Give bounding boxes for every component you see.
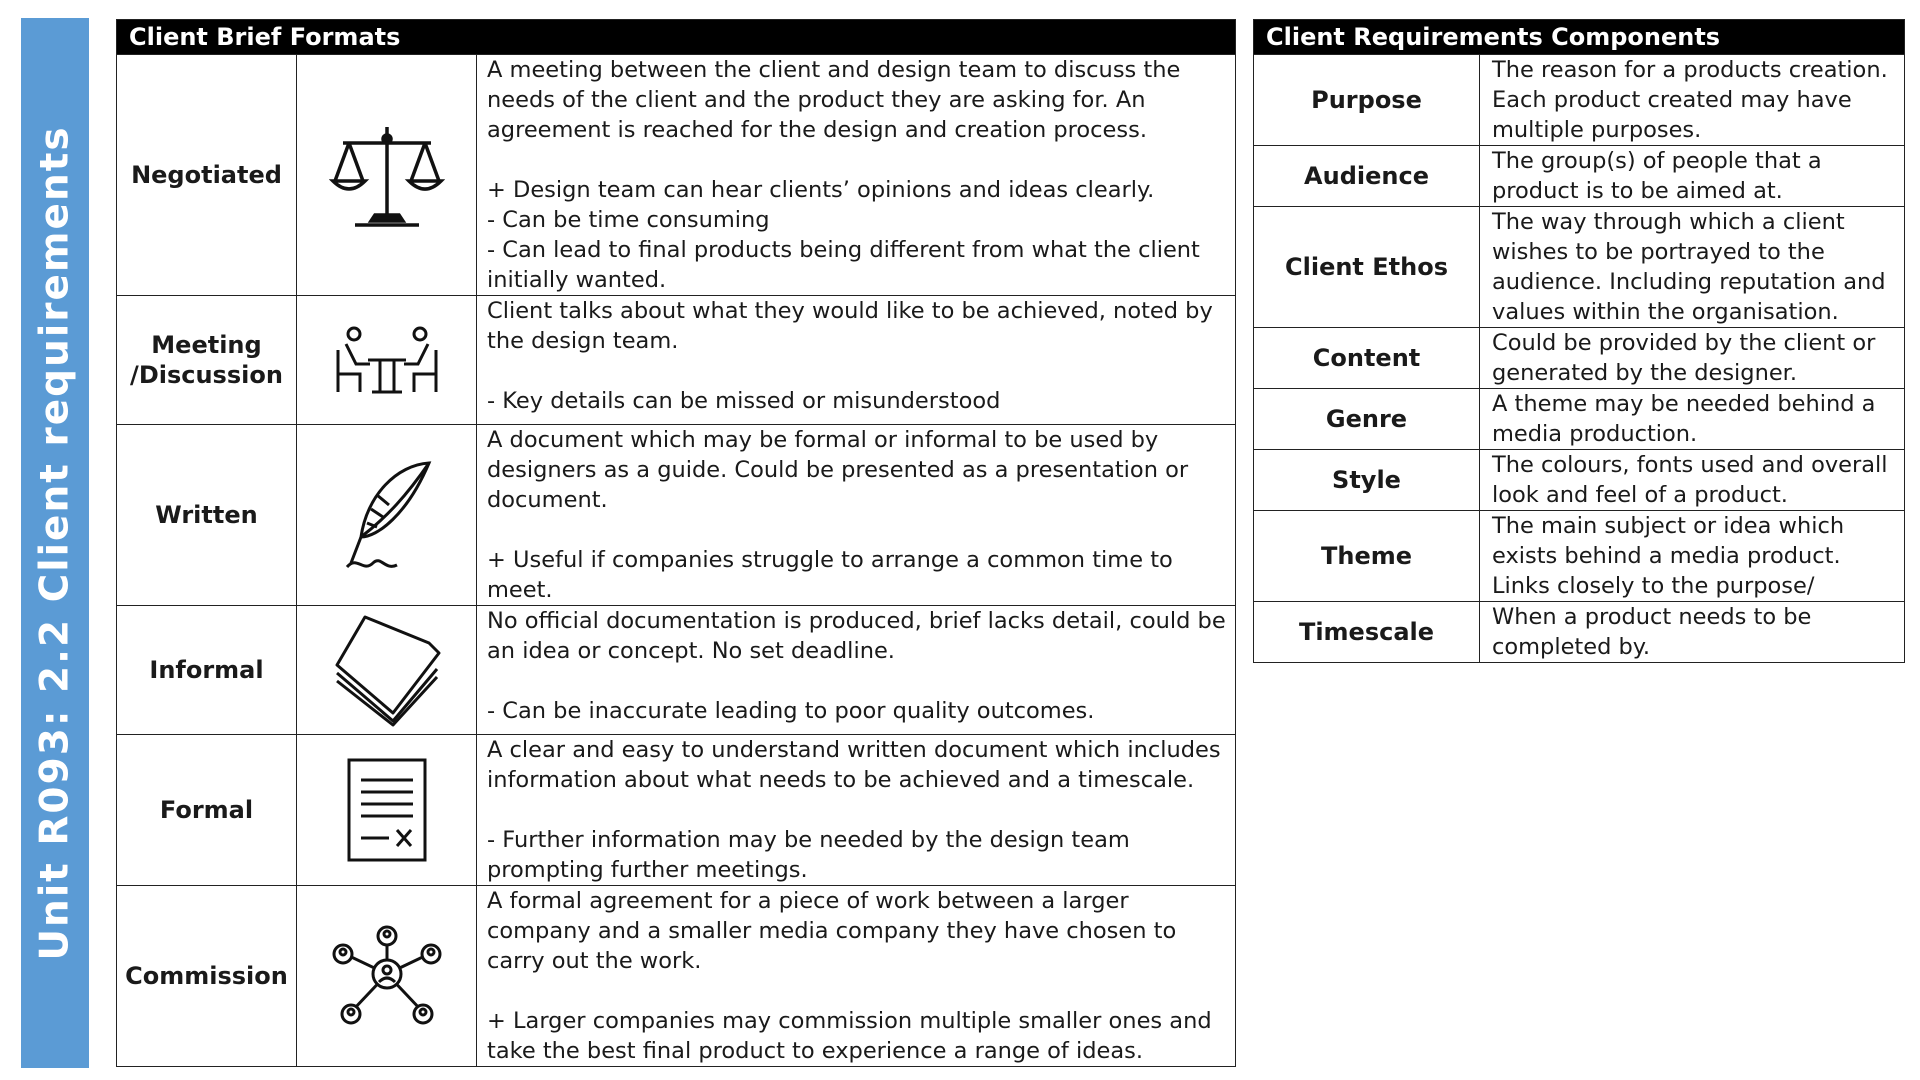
page-title: Unit R093: 2.2 Client requirements	[32, 125, 78, 961]
quill-icon	[297, 425, 477, 606]
format-description: Client talks about what they would like to be achieved, noted by the design team. - Key details can be missed or misunderstood	[477, 296, 1236, 425]
scales-icon	[297, 55, 477, 296]
table-header: Client Brief Formats	[117, 20, 1236, 55]
component-name: Genre	[1254, 389, 1480, 450]
component-name: Theme	[1254, 511, 1480, 602]
table-row	[117, 425, 1236, 606]
table-row	[1254, 511, 1905, 602]
format-description: A meeting between the client and design team to discuss the needs of the client and the product they are asking for. An agreement is reached for the design and creation process. + Design team can hear clients’ opinions and ideas clearly. - Can be time consuming - Can lead to final products being different from what the client initially wanted.	[477, 55, 1236, 296]
table-row	[117, 735, 1236, 886]
component-name: Client Ethos	[1254, 207, 1480, 328]
table-row	[117, 296, 1236, 425]
sticky-notes-icon	[297, 606, 477, 735]
table-row	[117, 606, 1236, 735]
table-row	[1254, 55, 1905, 146]
client-brief-formats-table	[116, 19, 1236, 1067]
component-description: The group(s) of people that a product is to be aimed at.	[1480, 146, 1905, 207]
format-name: Negotiated	[117, 55, 297, 296]
table-row	[117, 886, 1236, 1067]
component-name: Content	[1254, 328, 1480, 389]
table-row	[1254, 450, 1905, 511]
format-name: Commission	[117, 886, 297, 1067]
meeting-icon	[297, 296, 477, 425]
table-header: Client Requirements Components	[1254, 20, 1905, 55]
component-description: The main subject or idea which exists behind a media product. Links closely to the purpose/	[1480, 511, 1905, 602]
component-name: Purpose	[1254, 55, 1480, 146]
component-description: When a product needs to be completed by.	[1480, 602, 1905, 663]
format-description: No official documentation is produced, brief lacks detail, could be an idea or concept. No set deadline. - Can be inaccurate leading to poor quality outcomes.	[477, 606, 1236, 735]
table-row	[1254, 328, 1905, 389]
format-description: A formal agreement for a piece of work between a larger company and a smaller media company they have chosen to carry out the work. + Larger companies may commission multiple smaller ones and take the best final product to experience a range of ideas.	[477, 886, 1236, 1067]
client-requirements-table	[1253, 19, 1905, 663]
table-row	[1254, 602, 1905, 663]
table-row	[1254, 389, 1905, 450]
component-description: The way through which a client wishes to be portrayed to the audience. Including reputation and values within the organisation.	[1480, 207, 1905, 328]
component-description: The reason for a products creation. Each product created may have multiple purposes.	[1480, 55, 1905, 146]
signed-document-icon	[297, 735, 477, 886]
format-name: Formal	[117, 735, 297, 886]
format-name: Informal	[117, 606, 297, 735]
table-row	[117, 55, 1236, 296]
component-name: Timescale	[1254, 602, 1480, 663]
component-description: A theme may be needed behind a media production.	[1480, 389, 1905, 450]
format-name: Meeting /Discussion	[117, 296, 297, 425]
network-icon	[297, 886, 477, 1067]
table-row	[1254, 146, 1905, 207]
format-name: Written	[117, 425, 297, 606]
component-name: Audience	[1254, 146, 1480, 207]
component-name: Style	[1254, 450, 1480, 511]
component-description: Could be provided by the client or generated by the designer.	[1480, 328, 1905, 389]
format-description: A clear and easy to understand written document which includes information about what needs to be achieved and a timescale. - Further information may be needed by the design team prompting further meetings.	[477, 735, 1236, 886]
component-description: The colours, fonts used and overall look and feel of a product.	[1480, 450, 1905, 511]
table-row	[1254, 207, 1905, 328]
format-description: A document which may be formal or informal to be used by designers as a guide. Could be presented as a presentation or document. + Useful if companies struggle to arrange a common time to meet.	[477, 425, 1236, 606]
